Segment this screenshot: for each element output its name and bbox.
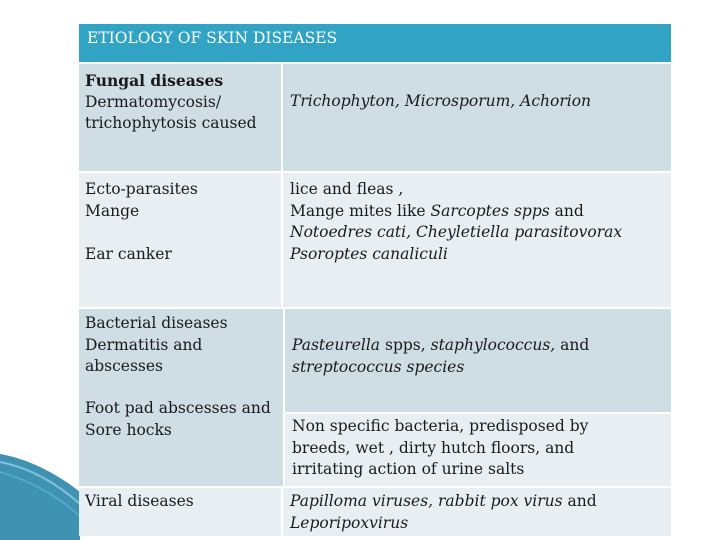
- disease-detail: abscesses: [85, 357, 164, 375]
- disease-name: Viral diseases: [85, 492, 194, 510]
- cause-cell: [283, 488, 671, 536]
- cause-text: irritating action of urine salts: [292, 460, 525, 478]
- cause-cell: [283, 173, 671, 307]
- decorative-swoosh: [0, 452, 80, 540]
- disease-detail: Dermatomycosis/: [85, 92, 222, 111]
- table-row: [79, 173, 671, 309]
- cause-text: streptococcus species: [292, 357, 465, 376]
- table-title: ETIOLOGY OF SKIN DISEASES: [79, 24, 671, 64]
- table-row: [79, 488, 671, 536]
- disease-name: Bacterial diseases: [85, 314, 228, 332]
- disease-name: Ecto-parasites: [85, 180, 198, 198]
- cause-text: Mange mites like Sarcoptes spps and: [290, 201, 584, 220]
- cause-text: Pasteurella spps, staphylococcus, and: [292, 336, 590, 354]
- cause-text: lice and fleas ,: [290, 180, 404, 198]
- table-row-group: [79, 309, 671, 488]
- disease-cell: [79, 488, 283, 536]
- cause-text: Trichophyton, Microsporum, Achorion: [290, 92, 592, 110]
- disease-detail: Sore hocks: [85, 420, 172, 439]
- cause-text: Psoroptes canaliculi: [290, 244, 448, 263]
- disease-name: Foot pad abscesses and: [85, 399, 271, 417]
- cause-text: Papilloma viruses, rabbit pox virus and: [290, 492, 597, 510]
- cause-cell: [285, 309, 671, 414]
- disease-cell: [79, 394, 283, 486]
- cause-text: breeds, wet , dirty hutch floors, and: [292, 438, 575, 457]
- cause-text: Non specific bacteria, predisposed by: [292, 417, 589, 435]
- table-row: [79, 64, 671, 173]
- disease-cell: [79, 309, 283, 394]
- cause-cell: [285, 414, 671, 486]
- disease-detail: trichophytosis caused: [85, 114, 257, 132]
- cause-text: Leporipoxvirus: [290, 513, 409, 532]
- cause-cell: [283, 64, 671, 171]
- disease-cell: [79, 173, 283, 307]
- disease-name: Fungal diseases: [85, 71, 224, 90]
- cause-text: Notoedres cati, Cheyletiella parasitovorax: [290, 223, 623, 241]
- etiology-table: [79, 24, 671, 536]
- disease-detail: Mange: [85, 201, 140, 220]
- disease-cell: [79, 64, 283, 171]
- disease-detail: Ear canker: [85, 244, 172, 263]
- disease-detail: Dermatitis and: [85, 335, 203, 354]
